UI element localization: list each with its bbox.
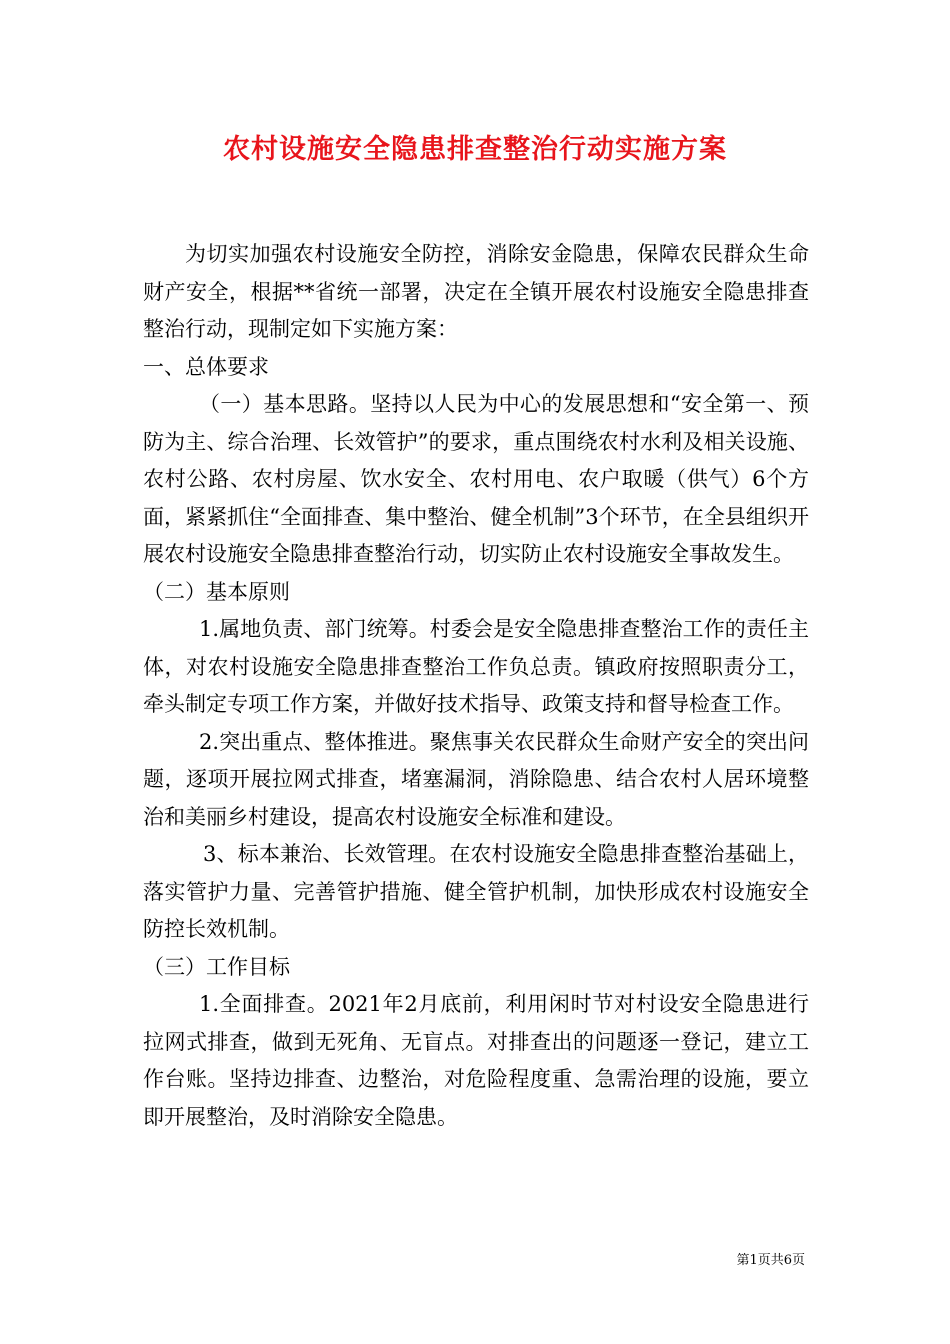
subsection-heading-goals: （三）工作目标 <box>143 954 290 979</box>
section-heading-overall: 一、总体要求 <box>143 354 269 379</box>
paragraph-basic-approach: （一）基本思路。坚持以人民为中心的发展思想和“安全第一、预防为主、综合治理、长效管护”的要求，重点围绕农村水利及相关设施、农村公路、农村房屋、饮水安全、农村用电、农户取暖（供气）6个方面，紧紧抓住“全面排查、集中整治、健全机制”3个环节，在全县组织开展农村设施安全隐患排查整治行动，切实防止农村设施安全事故发生。 <box>143 392 809 566</box>
paragraph-principle-3: 3、标本兼治、长效管理。在农村设施安全隐患排查整治基础上，落实管护力量、完善管护措施、健全管护机制，加快形成农村设施安全防控长效机制。 <box>143 842 809 941</box>
intro-paragraph: 为切实加强农村设施安全防控，消除安金隐患，保障农民群众生命财产安全，根据**省统一部署，决定在全镇开展农村设施安全隐患排查整治行动，现制定如下实施方案： <box>143 242 809 341</box>
page-number: 第1页共6页 <box>736 1253 805 1268</box>
paragraph-principle-1: 1.属地负责、部门统筹。村委会是安全隐患排查整治工作的责任主体，对农村设施安全隐患排查整治工作负总责。镇政府按照职责分工，牵头制定专项工作方案，并做好技术指导、政策支持和督导检查工作。 <box>143 617 809 716</box>
document-body <box>143 236 809 1136</box>
document-title: 农村设施安全隐患排查整治行动实施方案 <box>223 134 727 165</box>
paragraph-principle-2: 2.突出重点、整体推进。聚焦事关农民群众生命财产安全的突出问题，逐项开展拉网式排查，堵塞漏洞，消除隐患、结合农村人居环境整治和美丽乡村建设，提高农村设施安全标准和建设。 <box>143 729 809 829</box>
paragraph-goal-1: 1.全面排查。2021年2月底前，利用闲时节对村设安全隐患进行拉网式排查，做到无死角、无盲点。对排查出的问题逐一登记，建立工作台账。坚持边排查、边整治，对危险程度重、急需治理的设施，要立即开展整治，及时消除安全隐患。 <box>143 992 809 1129</box>
subsection-heading-principles: （二）基本原则 <box>143 579 290 604</box>
